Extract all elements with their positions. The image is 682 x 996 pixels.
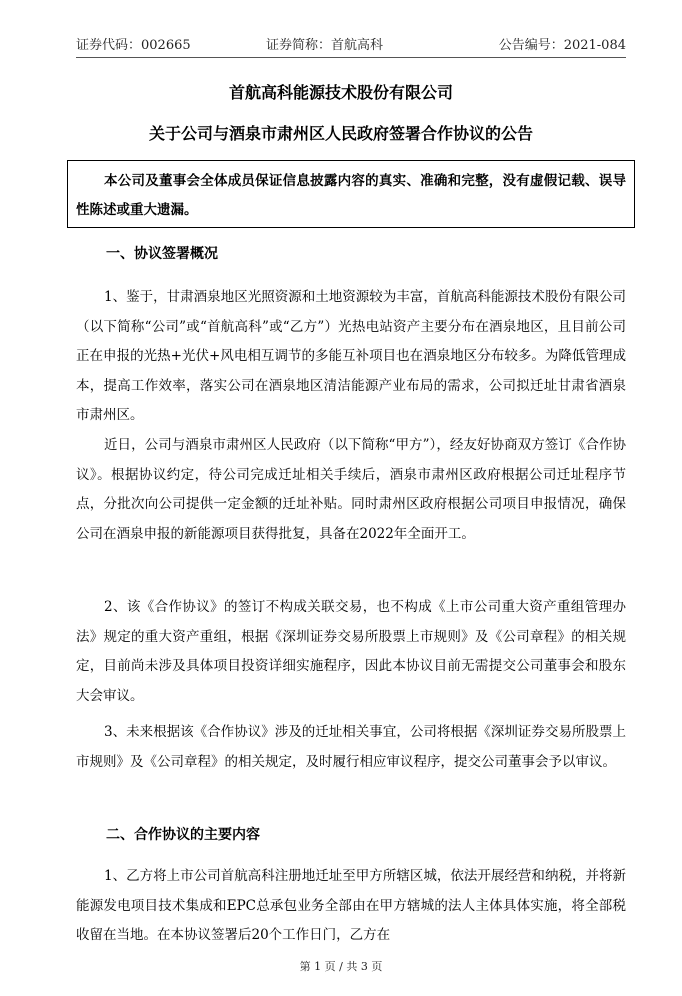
page-number: 第 1 页 / 共 3 页	[299, 960, 383, 973]
header-divider	[76, 57, 626, 58]
stock-code: 证券代码：002665	[76, 38, 191, 53]
paragraph: 1、乙方将上市公司首航高科注册地迁址至甲方所辖区城，依法开展经营和纳税，并将新能源发电项目技术集成和EPC总承包业务全部由在甲方辖城的法人主体具体实施，将全部税收留在当地。在本协议签署后20个工作日门，乙方在	[76, 868, 626, 943]
paragraph: 3、未来根据该《合作协议》涉及的迁址相关事宜，公司将根据《深圳证券交易所股票上市规则》及《公司章程》的相关规定，及时履行相应审议程序，提交公司董事会予以审议。	[76, 724, 626, 770]
paragraph: 近日，公司与酒泉市肃州区人民政府（以下简称“甲方”），经友好协商双方签订《合作协议》。根据协议约定，待公司完成迁址相关手续后，酒泉市肃州区政府根据公司迁址程序节点，分批次向公司提供一定金额的迁址补贴。同时肃州区政府根据公司项目申报情况，确保公司在酒泉申报的新能源项目获得批复，具备在2022年全面开工。	[76, 437, 626, 542]
notice-title: 关于公司与酒泉市肃州区人民政府签署合作协议的公告	[148, 124, 533, 143]
announcement-number: 公告编号：2021-084	[498, 38, 626, 53]
section-heading-1: 一、协议签署概况	[106, 246, 218, 262]
paragraph: 1、鉴于，甘肃酒泉地区光照资源和土地资源较为丰富，首航高科能源技术股份有限公司（以下简称“公司”或“首航高科”或“乙方”）光热电站资产主要分布在酒泉地区，且目前公司正在申报的光热+光伏+风电相互调节的多能互补项目也在酒泉地区分布较多。为降低管理成本，提高工作效率，落实公司在酒泉地区清洁能源产业布局的需求，公司拟迁址甘肃省酒泉市肃州区。	[76, 289, 626, 423]
company-title: 首航高科能源技术股份有限公司	[228, 83, 453, 102]
section-heading-2: 二、合作协议的主要内容	[106, 827, 260, 843]
paragraph: 2、该《合作协议》的签订不构成关联交易，也不构成《上市公司重大资产重组管理办法》规定的重大资产重组，根据《深圳证券交易所股票上市规则》及《公司章程》的相关规定，目前尚未涉及具体项目投资详细实施程序，因此本协议目前无需提交公司董事会和股东大会审议。	[76, 599, 626, 704]
stock-name: 证券简称：首航高科	[266, 38, 384, 53]
page-header	[76, 34, 626, 54]
disclosure-statement: 本公司及董事会全体成员保证信息披露内容的真实、准确和完整，没有虚假记载、误导性陈述或重大遗漏。	[67, 160, 635, 228]
